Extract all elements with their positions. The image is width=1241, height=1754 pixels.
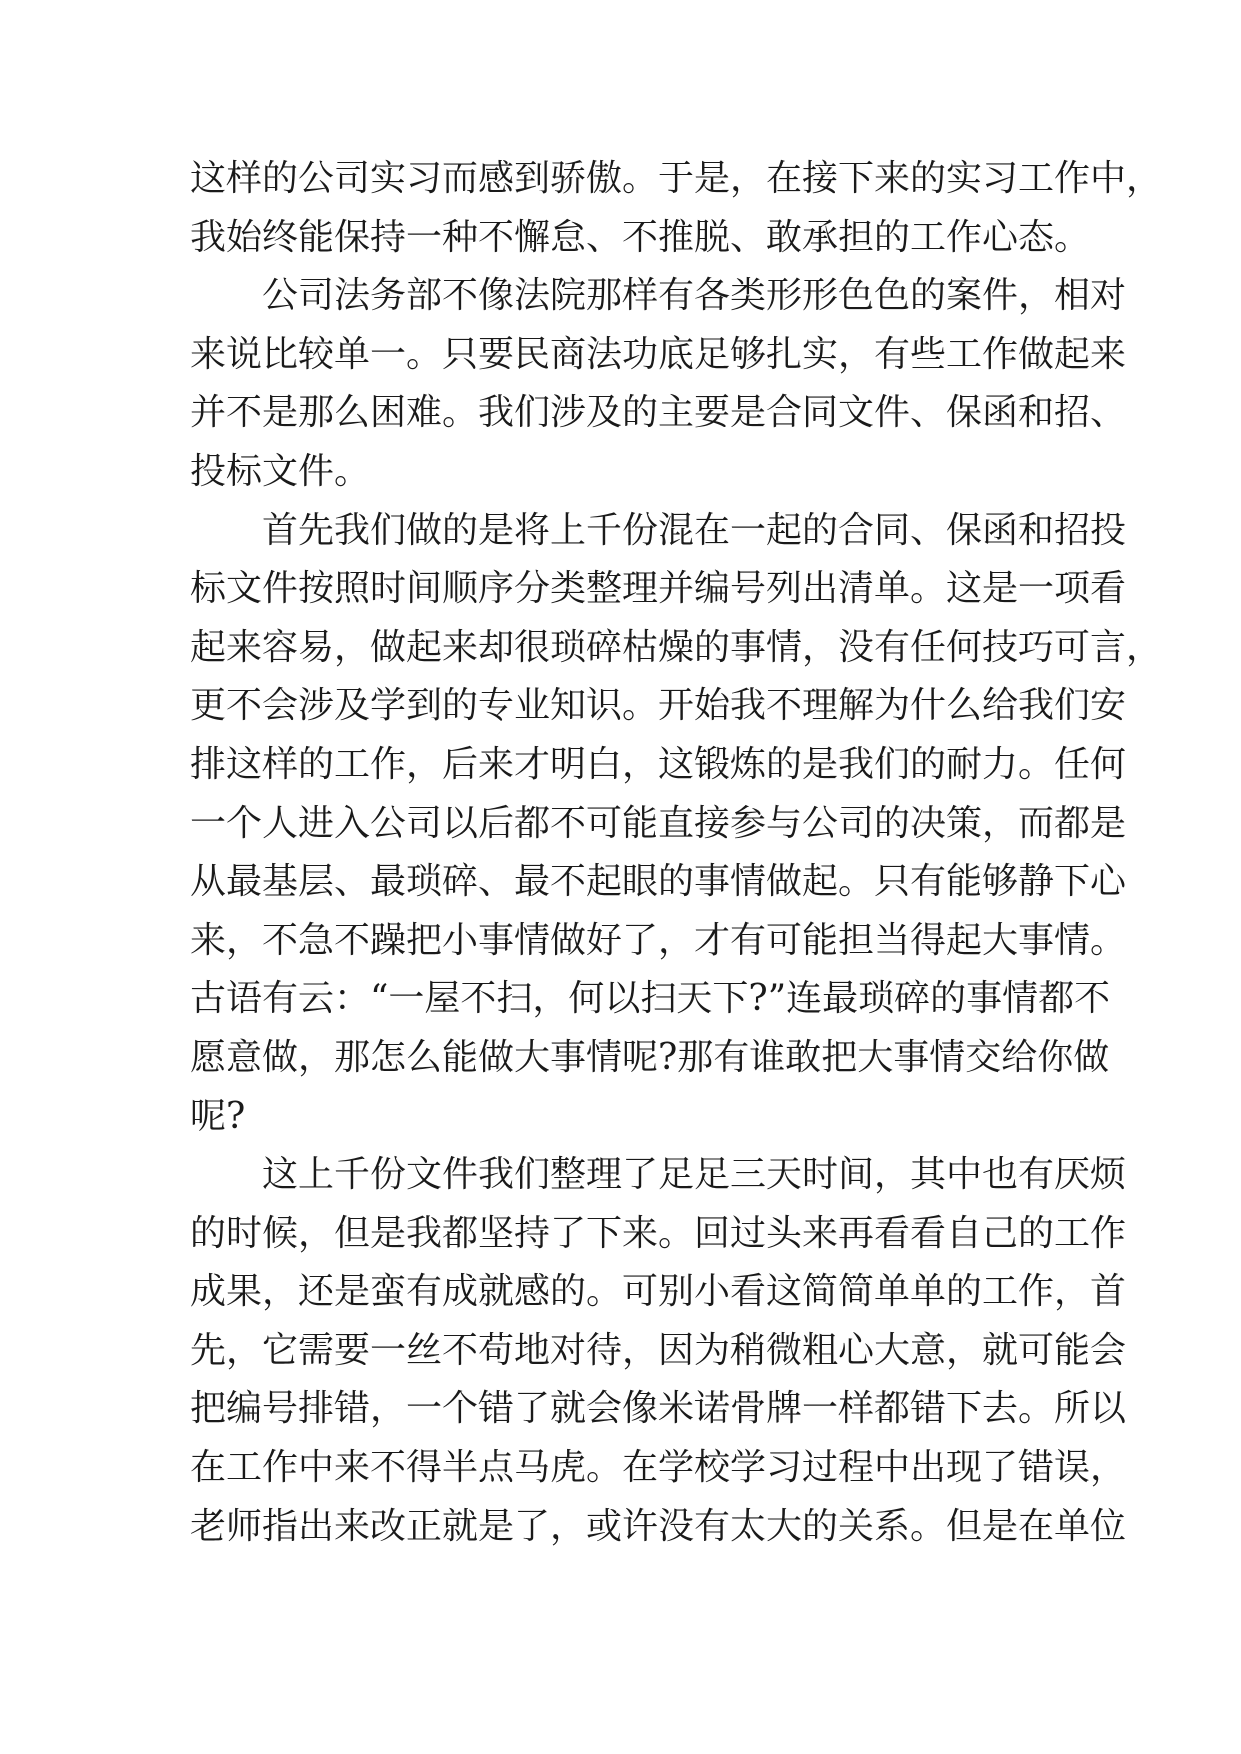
body-text bbox=[190, 150, 1163, 1556]
text-line: 这样的公司实习而感到骄傲。于是，在接下来的实习工作中， bbox=[190, 158, 1163, 199]
text-line: 我始终能保持一种不懈怠、不推脱、敢承担的工作心态。 bbox=[190, 216, 1091, 258]
text-line: 来说比较单一。只要民商法功底足够扎实，有些工作做起来 bbox=[190, 333, 1127, 375]
paragraph-first-line: 首先我们做的是将上千份混在一起的合同、保函和招投 bbox=[262, 509, 1127, 551]
text-line: 更不会涉及学到的专业知识。开始我不理解为什么给我们安 bbox=[190, 685, 1127, 727]
text-line: 老师指出来改正就是了，或许没有太大的关系。但是在单位 bbox=[190, 1505, 1127, 1547]
text-line: 一个人进入公司以后都不可能直接参与公司的决策，而都是 bbox=[190, 802, 1127, 844]
text-line: 投标文件。 bbox=[190, 450, 371, 492]
text-line: 呢? bbox=[190, 1095, 246, 1137]
text-line: 从最基层、最琐碎、最不起眼的事情做起。只有能够静下心 bbox=[190, 861, 1127, 903]
text-line: 成果，还是蛮有成就感的。可别小看这简简单单的工作，首 bbox=[190, 1271, 1127, 1313]
text-line: 愿意做，那怎么能做大事情呢?那有谁敢把大事情交给你做 bbox=[190, 1036, 1110, 1078]
text-line: 并不是那么困难。我们涉及的主要是合同文件、保函和招、 bbox=[190, 392, 1127, 434]
text-line: 在工作中来不得半点马虎。在学校学习过程中出现了错误， bbox=[190, 1447, 1127, 1489]
text-line: 标文件按照时间顺序分类整理并编号列出清单。这是一项看 bbox=[190, 568, 1127, 610]
text-line: 排这样的工作，后来才明白，这锻炼的是我们的耐力。任何 bbox=[190, 743, 1127, 785]
text-line: 把编号排错，一个错了就会像米诺骨牌一样都错下去。所以 bbox=[190, 1388, 1127, 1430]
paragraph-first-line: 公司法务部不像法院那样有各类形形色色的案件，相对 bbox=[262, 275, 1127, 317]
text-line: 古语有云：“一屋不扫，何以扫天下?”连最琐碎的事情都不 bbox=[190, 978, 1111, 1020]
text-line: 来，不急不躁把小事情做好了，才有可能担当得起大事情。 bbox=[190, 919, 1127, 961]
text-line: 先，它需要一丝不苟地对待，因为稍微粗心大意，就可能会 bbox=[190, 1329, 1127, 1371]
text-line: 起来容易，做起来却很琐碎枯燥的事情，没有任何技巧可言， bbox=[190, 626, 1163, 668]
text-line: 的时候，但是我都坚持了下来。回过头来再看看自己的工作 bbox=[190, 1212, 1127, 1254]
paragraph-first-line: 这上千份文件我们整理了足足三天时间，其中也有厌烦 bbox=[262, 1154, 1127, 1196]
